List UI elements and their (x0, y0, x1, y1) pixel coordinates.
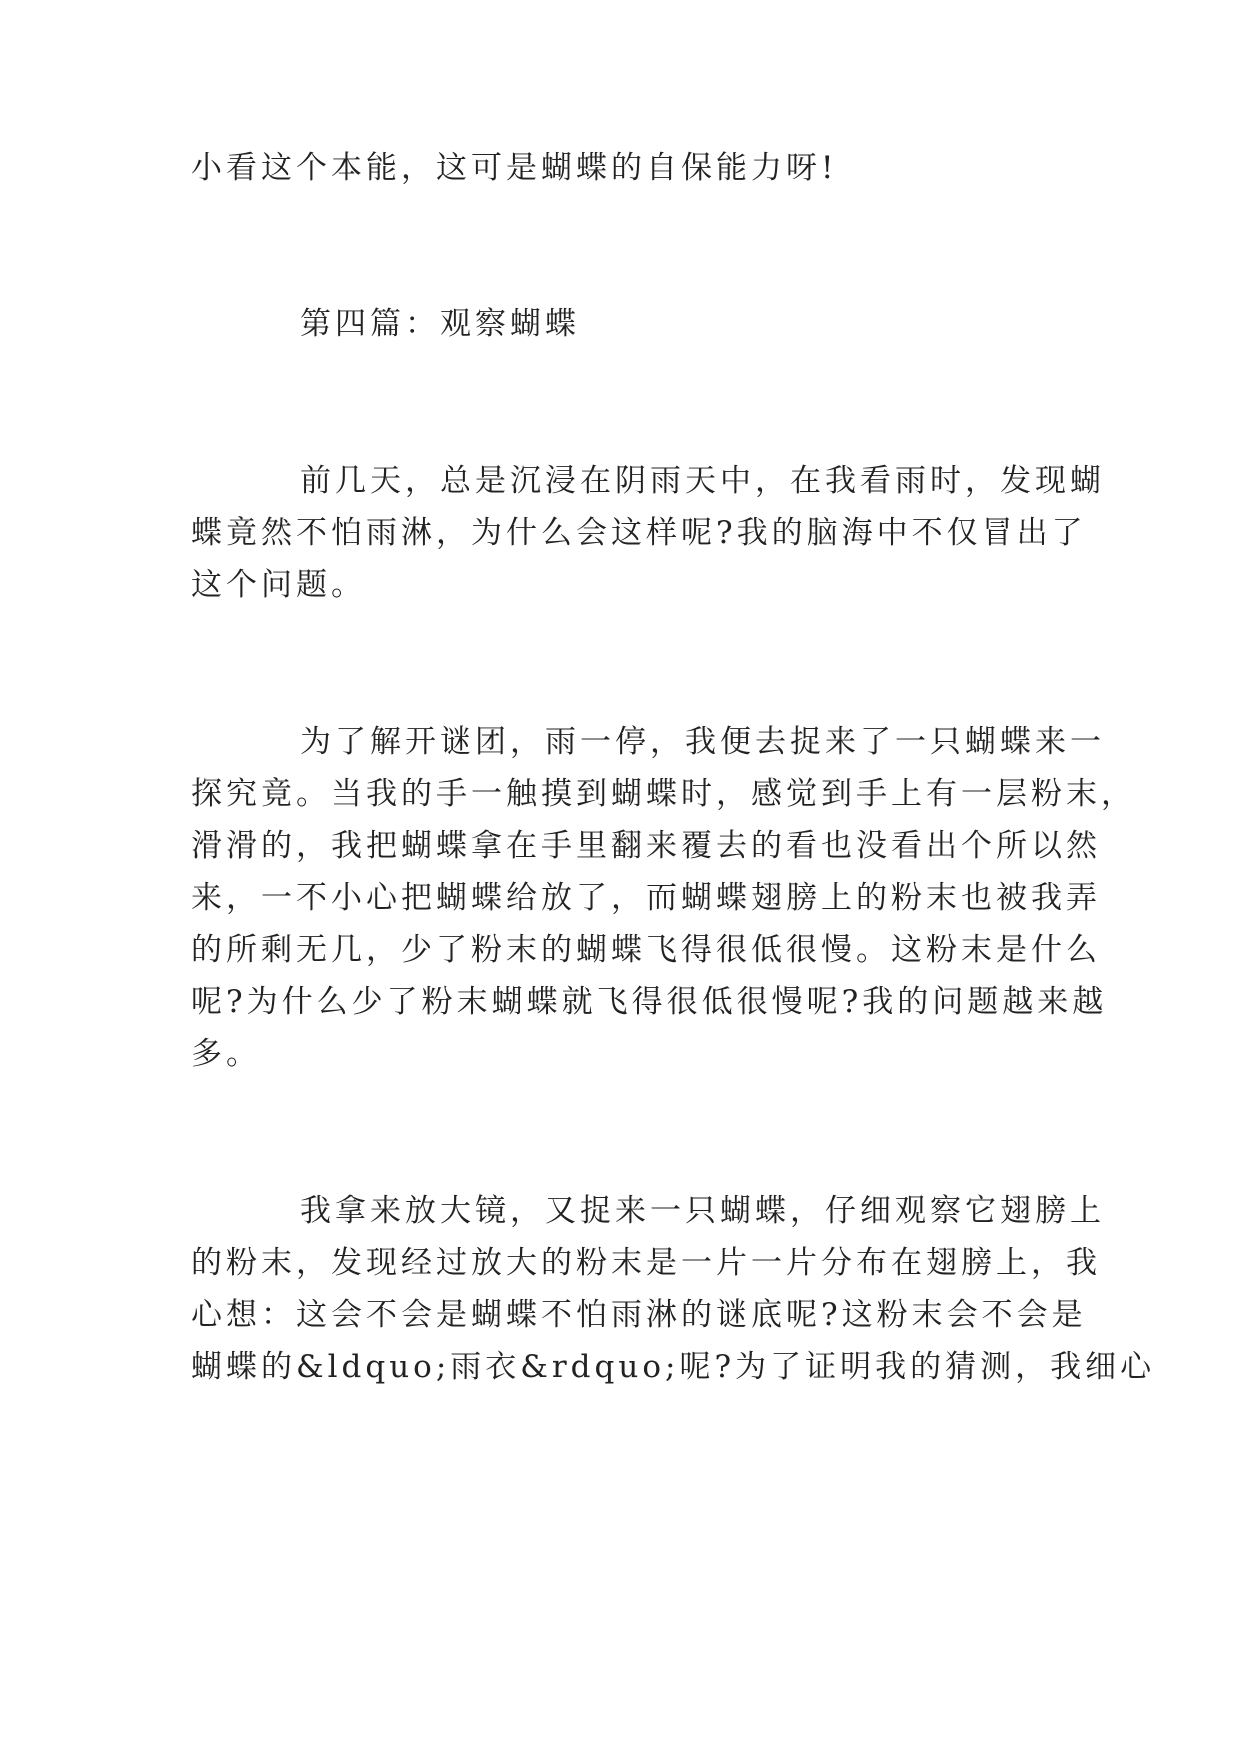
paragraph-3-end-line: 小看这个本能，这可是蝴蝶的自保能力呀! (191, 150, 838, 186)
paragraph-line: 呢?为什么少了粉末蝴蝶就飞得很低很慢呢?我的问题越来越 (191, 984, 1108, 1020)
paragraph-line: 我拿来放大镜，又捉来一只蝴蝶，仔细观察它翅膀上 (300, 1193, 1105, 1229)
paragraph-line: 前几天，总是沉浸在阴雨天中，在我看雨时，发现蝴 (300, 463, 1105, 499)
paragraph-line: 探究竟。当我的手一触摸到蝴蝶时，感觉到手上有一层粉末， (191, 776, 1136, 812)
section-heading: 第四篇：观察蝴蝶 (300, 306, 580, 342)
paragraph-line: 蝴蝶的&ldquo;雨衣&rdquo;呢?为了证明我的猜测，我细心 (191, 1349, 1156, 1385)
paragraph-line: 滑滑的，我把蝴蝶拿在手里翻来覆去的看也没看出个所以然 (191, 828, 1101, 864)
paragraph-line: 来，一不小心把蝴蝶给放了，而蝴蝶翅膀上的粉末也被我弄 (191, 880, 1101, 916)
paragraph-line: 蝶竟然不怕雨淋，为什么会这样呢?我的脑海中不仅冒出了 (191, 515, 1087, 551)
paragraph-line: 的粉末，发现经过放大的粉末是一片一片分布在翅膀上，我 (191, 1245, 1101, 1281)
paragraph-line: 多。 (191, 1036, 261, 1072)
paragraph-line: 的所剩无几，少了粉末的蝴蝶飞得很低很慢。这粉末是什么 (191, 932, 1101, 968)
paragraph-line: 为了解开谜团，雨一停，我便去捉来了一只蝴蝶来一 (300, 724, 1105, 760)
paragraph-line: 这个问题。 (191, 567, 366, 603)
paragraph-line: 心想：这会不会是蝴蝶不怕雨淋的谜底呢?这粉末会不会是 (191, 1297, 1087, 1333)
